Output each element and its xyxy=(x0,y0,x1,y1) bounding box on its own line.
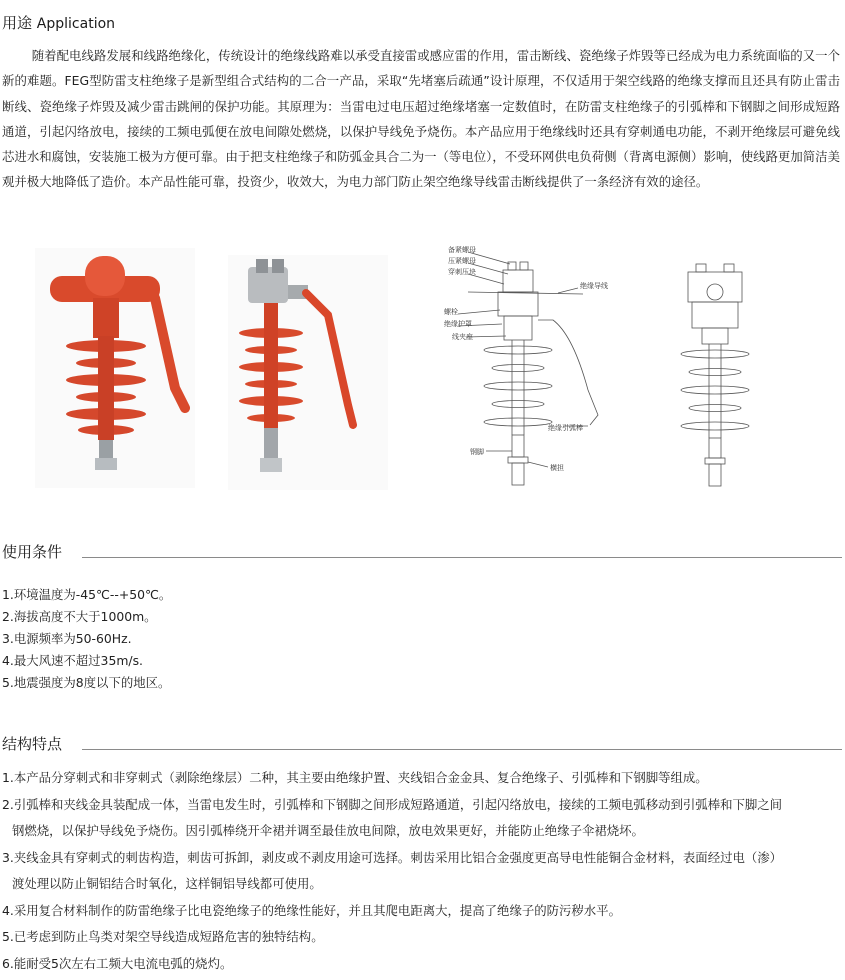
features-item xyxy=(2,898,842,925)
features-item-continuation: 渡处理以防止铜铝结合时氧化，这样铜铝导线都可使用。 xyxy=(12,876,322,891)
features-item-continuation: 钢燃烧，以保护导线免予烧伤。因引弧棒绕开伞裙并调至最佳放电间隙，放电效果更好，并能防止绝缘子伞裙烧坏。 xyxy=(12,823,644,838)
conditions-item: 3.电源频率为50-60Hz. xyxy=(2,631,132,646)
features-item xyxy=(2,951,842,978)
features-item xyxy=(2,765,842,792)
product-photo-metal-clamp-insulator xyxy=(228,255,388,490)
label-clamp-seat: 线夹座 xyxy=(452,333,473,341)
conditions-list xyxy=(2,584,842,694)
label-lock-nut: 备紧螺母 xyxy=(448,246,476,254)
conditions-divider xyxy=(82,557,842,558)
structure-diagram-labeled xyxy=(428,240,628,500)
label-bolt: 螺栓 xyxy=(444,308,458,316)
features-item-text: 5.已考虑到防止鸟类对架空导线造成短路危害的独特结构。 xyxy=(2,929,324,944)
features-item xyxy=(2,924,842,951)
features-item xyxy=(2,792,842,845)
features-divider xyxy=(82,749,842,750)
features-item-text: 6.能耐受5次左右工频大电流电弧的烧灼。 xyxy=(2,955,233,971)
application-title xyxy=(2,12,115,33)
structure-diagram-side-view xyxy=(668,262,763,492)
label-press-nut: 压紧螺母 xyxy=(448,257,476,265)
conditions-title: 使用条件 xyxy=(2,543,63,561)
features-item-text: 2.引弧棒和夹线金具装配成一体，当雷电发生时，引弧棒和下钢脚之间形成短路通道，引起闪络放电，接续的工频电弧移动到引弧棒和下脚之间 xyxy=(2,796,783,812)
features-item-text: 4.采用复合材料制作的防雷绝缘子比电瓷绝缘子的绝缘性能好，并且其爬电距离大，提高了绝缘子的防污秽水平。 xyxy=(2,902,621,918)
application-title-en: Application xyxy=(36,16,116,32)
features-item-text: 1.本产品分穿刺式和非穿刺式（剥除绝缘层）二种，其主要由绝缘护置、夹线铝合金金具、复合绝缘子、引弧棒和下钢脚等组成。 xyxy=(2,770,708,785)
conditions-item: 4.最大风速不超过35m/s. xyxy=(2,653,143,668)
product-photo-orange-insulator xyxy=(35,248,195,488)
features-item xyxy=(2,845,842,898)
label-insul-cover: 绝缘护罩 xyxy=(444,320,472,328)
conditions-item: 1.环境温度为-45℃--+50℃。 xyxy=(2,587,172,602)
application-paragraph: 随着配电线路发展和线路绝缘化，传统设计的绝缘线路难以承受直接雷或感应雷的作用，雷击断线、瓷绝缘子炸毁等已经成为电力系统面临的又一个新的难题。FEG型防雷支柱绝缘子是新型组合式结构的二合一产品，采取“先堵塞后疏通”设计原理，不仅适用于架空线路的绝缘支撑而且还具有防止雷击断线、瓷绝缘子炸毁及减少雷击跳闸的保护功能。其原理为：当雷电过电压超过绝缘堵塞一定数值时，在防雷支柱绝缘子的引弧棒和下钢脚之间形成短路通道，引起闪络放电，接续的工频电弧便在放电间隙处燃烧，以保护导线免予烧伤。本产品应用于绝缘线时还具有穿刺通电功能，不剥开绝缘层可避免线芯进水和腐蚀，安装施工极为方便可靠。由于把支柱绝缘子和防弧金具合二为一（等电位），不受环网供电负荷侧（背离电源侧）影响，使线路更加简洁美观并极大地降低了造价。本产品性能可靠，投资少，收效大，为电力部门防止架空绝缘导线雷击断线提供了一条经济有效的途径。 xyxy=(2,48,840,190)
features-item-text: 3.夹线金具有穿刺式的刺齿构造，刺齿可拆卸，剥皮或不剥皮用途可选择。刺齿采用比铝合金强度更高导电性能铜合金材料，表面经过电（渗） xyxy=(2,849,783,865)
label-arc-rod: 绝缘引弧棒 xyxy=(548,424,583,432)
label-steel-foot: 钢脚 xyxy=(470,448,484,456)
features-list xyxy=(2,765,842,977)
label-pierce-block: 穿刺压块 xyxy=(448,268,476,276)
label-cross-arm: 横担 xyxy=(550,464,564,472)
application-title-cn: 用途 xyxy=(2,14,33,32)
conditions-item: 5.地震强度为8度以下的地区。 xyxy=(2,675,171,690)
features-title: 结构特点 xyxy=(2,735,63,753)
label-insul-wire: 绝缘导线 xyxy=(580,282,608,290)
conditions-item: 2.海拔高度不大于1000m。 xyxy=(2,609,157,624)
